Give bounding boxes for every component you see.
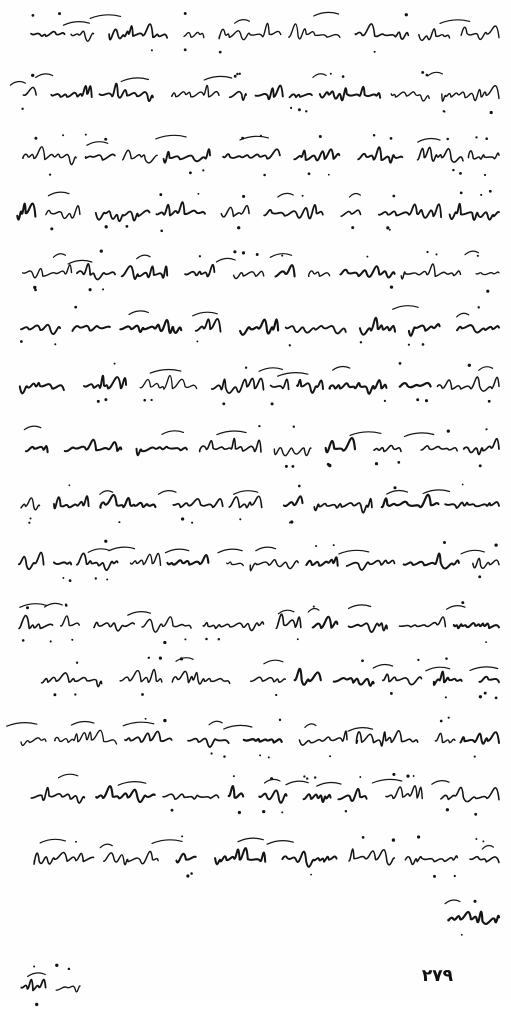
handwritten-line [10, 62, 501, 124]
page-number: ۲۷۹ [421, 966, 453, 986]
handwritten-line [10, 240, 501, 302]
handwritten-line [10, 884, 501, 946]
handwritten-line [10, 414, 501, 476]
handwritten-line [10, 706, 501, 768]
handwritten-line [10, 530, 501, 592]
handwritten-line [10, 648, 501, 710]
handwritten-line [10, 182, 501, 244]
handwritten-line [10, 354, 501, 416]
handwritten-line [10, 474, 501, 536]
handwritten-line [10, 590, 501, 652]
handwritten-text-block [10, 0, 501, 1000]
handwritten-line [10, 122, 501, 184]
handwritten-line [10, 766, 501, 828]
handwritten-line [10, 826, 501, 888]
handwritten-line [10, 4, 501, 66]
handwritten-line [10, 298, 501, 360]
